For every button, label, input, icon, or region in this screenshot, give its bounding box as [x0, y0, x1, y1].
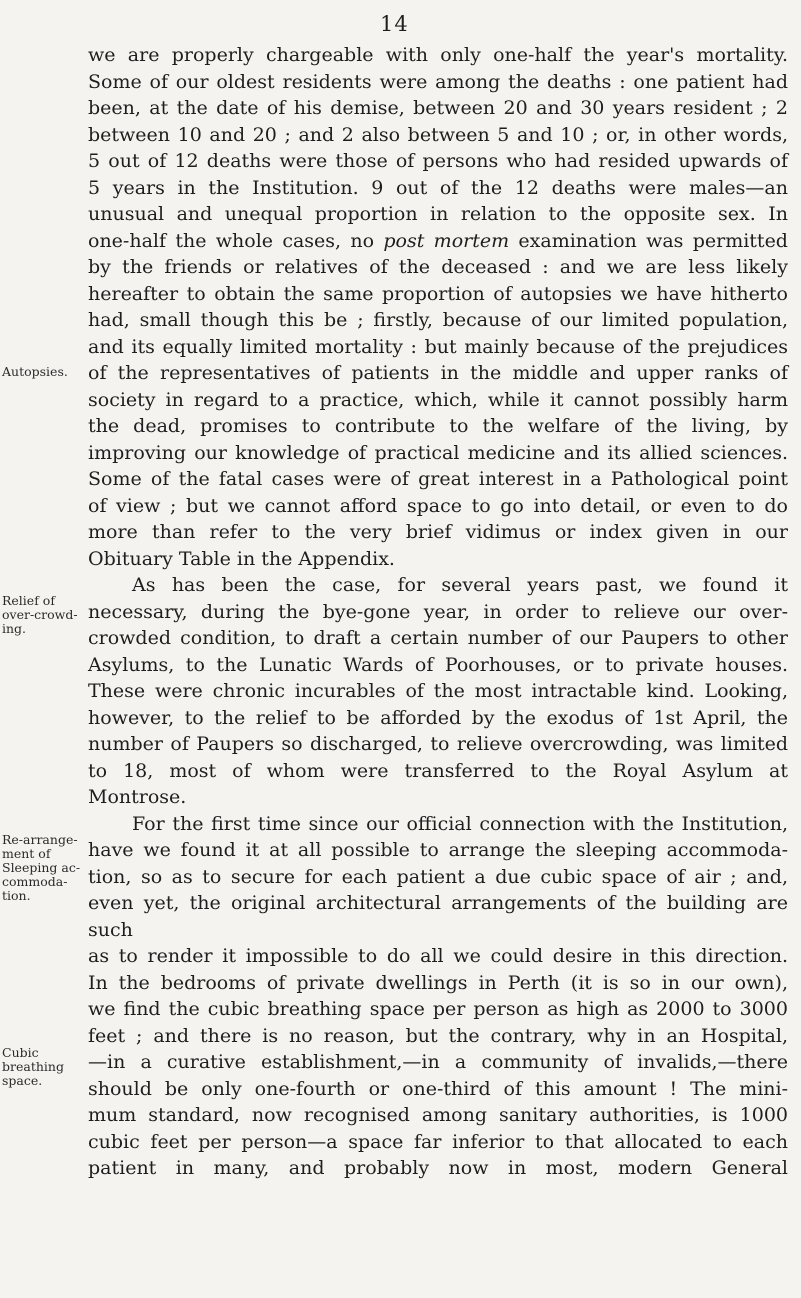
text-line: should be only one-fourth or one-third of this amount ! The mini- [88, 1077, 788, 1100]
text-line: Some of the fatal cases were of great interest in a Pathological point [88, 468, 788, 490]
text-line: had, small though this be ; firstly, because of our limited population, [88, 309, 788, 331]
text-line: necessary, during the bye-gone year, in order to relieve our over- [88, 600, 788, 623]
text-line: feet ; and there is no reason, but the contrary, why in an Hospital, [88, 1024, 788, 1047]
text-line: cubic feet per person—a space far inferior to that allocated to each [88, 1130, 788, 1153]
text-line: one-half the whole cases, no post mortem examination was permitted [88, 229, 788, 252]
text-line: between 10 and 20 ; and 2 also between 5 and 10 ; or, in other words, [88, 123, 788, 146]
italic-phrase: post mortem [383, 229, 510, 252]
text-line: society in regard to a practice, which, while it cannot possibly harm [88, 388, 788, 411]
text-line: In the bedrooms of private dwellings in Perth (it is so in our own), [88, 971, 788, 994]
text-line: have we found it at all possible to arrange the sleeping accommoda- [88, 839, 788, 861]
text-line: improving our knowledge of practical medicine and its allied sciences. [88, 441, 788, 464]
text-line: even yet, the original architectural arrangements of the building are such [88, 892, 788, 941]
text-line: we are properly chargeable with only one-half the year's mortality. [88, 44, 788, 66]
text-line: For the first time since our official connection with the Institution, [132, 812, 788, 835]
text-line: patient in many, and probably now in most, modern General [88, 1157, 788, 1179]
text-line: however, to the relief to be afforded by the exodus of 1st April, the [88, 706, 788, 729]
text-line: These were chronic incurables of the most intractable kind. Looking, [88, 680, 788, 702]
text-line: Montrose. [88, 786, 187, 808]
text-line: by the friends or relatives of the deceased : and we are less likely [88, 256, 788, 278]
body-text [88, 42, 788, 1182]
text-line: hereafter to obtain the same proportion of autopsies we have hitherto [88, 282, 788, 305]
text-line: —in a curative establishment,—in a community of invalids,—there [88, 1051, 788, 1073]
text-line: 5 years in the Institution. 9 out of the 12 deaths were males—an [88, 176, 788, 199]
text-line: Asylums, to the Lunatic Wards of Poorhouses, or to private houses. [88, 653, 788, 676]
text-line: as to render it impossible to do all we could desire in this direction. [88, 945, 788, 967]
text-line: and its equally limited mortality : but mainly because of the prejudices [88, 335, 788, 358]
paragraph-mortality-autopsies [88, 42, 788, 572]
text-line: Some of our oldest residents were among the deaths : one patient had [88, 70, 788, 93]
margin-note-relief-of-overcrowding: Relief of over-crowd-ing. [2, 593, 78, 636]
text-line: unusual and unequal proportion in relation to the opposite sex. In [88, 203, 788, 225]
text-line: mum standard, now recognised among sanitary authorities, is 1000 [88, 1104, 788, 1126]
text-line: crowded condition, to draft a certain number of our Paupers to other [88, 627, 788, 649]
text-line: Obituary Table in the Appendix. [88, 547, 395, 570]
page-number: 14 [380, 12, 409, 36]
text-line: As has been the case, for several years past, we found it [132, 574, 788, 596]
margin-note-cubic-breathing-space: Cubic breathing space. [2, 1045, 64, 1088]
text-line: been, at the date of his demise, between 20 and 30 years resident ; 2 [88, 97, 788, 119]
text-line: the dead, promises to contribute to the welfare of the living, by [88, 415, 788, 437]
paragraph-relief-overcrowding [88, 572, 788, 811]
text-line: of view ; but we cannot afford space to go into detail, or even to do [88, 494, 788, 517]
text-line: tion, so as to secure for each patient a due cubic space of air ; and, [88, 865, 788, 888]
text-line: we find the cubic breathing space per person as high as 2000 to 3000 [88, 998, 788, 1020]
text-line: number of Paupers so discharged, to relieve overcrowding, was limited [88, 733, 788, 755]
margin-note-rearrangement-sleeping-accommodation: Re-arrange-ment of Sleeping ac-commoda-tion. [2, 832, 81, 903]
text-line: more than refer to the very brief vidimus or index given in our [88, 521, 788, 543]
margin-note-autopsies: Autopsies. [2, 364, 68, 379]
text-line: to 18, most of whom were transferred to the Royal Asylum at [88, 759, 788, 782]
paragraph-sleeping-accommodation [88, 811, 788, 1182]
text-line: 5 out of 12 deaths were those of persons who had resided upwards of [88, 150, 788, 172]
text-line: of the representatives of patients in the middle and upper ranks of [88, 362, 788, 384]
